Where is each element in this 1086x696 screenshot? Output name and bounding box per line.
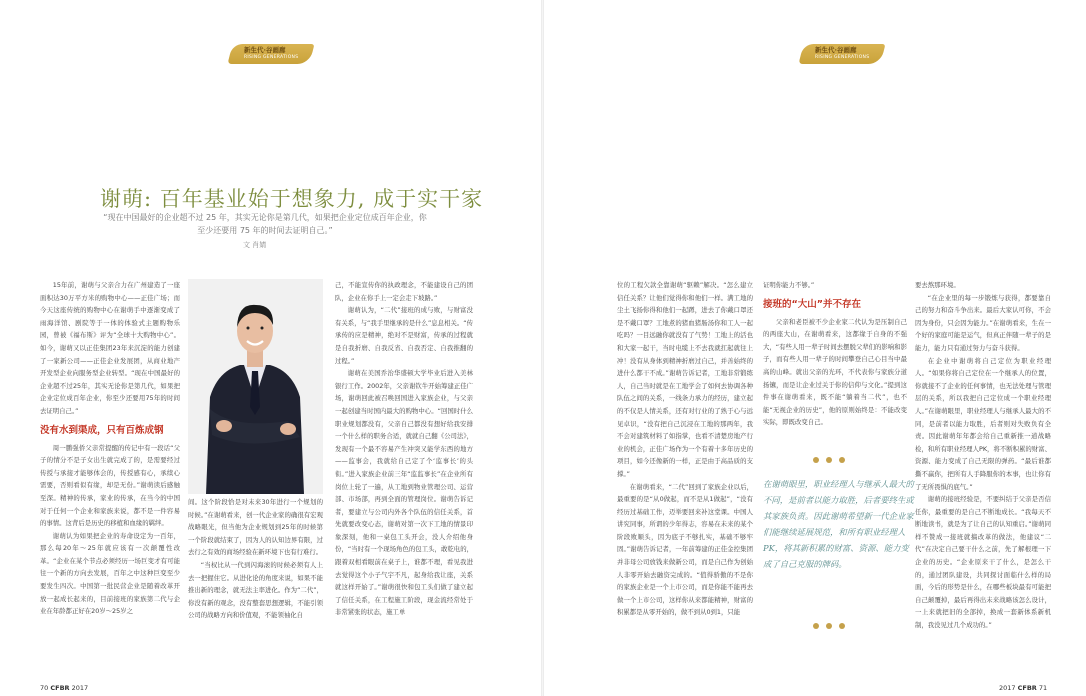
body-paragraph: 己，不能宣传你的执政理念，不能建设自己的团队，企业在你手上一定会走下坡路。”	[335, 281, 473, 302]
gold-dot	[839, 623, 845, 629]
badge-title: 新生代·谷画廊	[815, 46, 857, 54]
page-number: 71	[1038, 684, 1048, 692]
text-column-3	[335, 279, 473, 619]
body-paragraph: 在谢萌看来，“二代”回到了家族企业以后，最重要的是“从0做起，而不是从1做起”，“没有经历过基础工作，迈举要回来补这堂课。中国人讲究同事，所谓的少年得志，容易在未来的某个阶段败顺头，因为底子不够扎实，基础不够牢固。”谢萌告诉记者，一年前筹建的正佳金控集团并非母公司放钱来做新公司，而是自己作为创始人非零开始去融资完成的。“值得骄傲的不是你的家族企业是一个上市公司，而是你能不能再去做一个上市公司，这样你从来都能精神，财富的积累都是从零开始的，做不到从0到1，只能	[617, 482, 753, 617]
article-title: 谢萌: 百年基业始于想象力, 成于实干家	[100, 187, 484, 211]
subheading: 接班的“大山”并不存在	[763, 298, 861, 310]
portrait-photo	[188, 279, 323, 494]
body-paragraph: 周一鹏强侨父亲常提醒的传记中有一段话“父子的情分不是子女出生就完成了的，是需要经过传授与承接才能够体会的，传授感有心，承续心需要，否则看似有缘，却是无份。”谢萌读后感触至深。精神的传承，家业的传承，在当今的中国对于任何一个企业和家族来说，都不是一件容易的事情。这背后是历史的移植和血缘的羁绊。	[40, 443, 180, 528]
body-paragraph: 谢萌认为如果把企业的寿命设定为一百年，那么每20年～25年就应该有一次颠覆性改革。“企业在某个节点必须经历一场巨变才有可能往一个新的方向去发展，百年之中这种巨变至少要发生四次。中国第一批民营企业是随着改革开放一起成长起来的，目前接班的家族第二代与企业在年龄都正好在20岁～25岁之	[40, 531, 180, 616]
body-paragraph: 证明你能力不够。”	[763, 281, 815, 289]
body-paragraph: 谢萌在美国乔治华盛顿大学毕业后进入美林银行工作。2002年，父亲谢钦牛开始筹建正佳广场，谢萌回此被召唤回国进入家族企业，与父亲一起创建当时国内最大的购物中心。“回国时什么职业规划都没有，父亲自己都没有想好给我安排一个什么样的职务合适，就就自己翻《公司法》，发现有一个最不容易产生冲突又能学东西的地方——监事会，我就给自己定了个‘监事长’的头衔。”进入家族企业前三年“监监事长”在企业所有岗位上轮了一遍，从工地到物业管理公司、运营部、市场部，再到全面的管理岗位。谢萌告诉记者，要建立与公司内外各个队伍的信任关系，首先就要改变心态，谢萌对第一次下工地的情景印象深刻，他和一桌包工头开会，没人介绍他身份，“当时有一个现场角色的包工头，敢乾电的，跟着双相看眼前在桌子上，谁都不理，看见我进去觉得这个小子气宇不凡，起身给我让座，关系就这样开始了。”谢萌很快和包工头们做了建立起了信任关系，在工程施工阶段，现金流经常处于非常紧张的状态，施工单	[335, 369, 473, 617]
body-paragraph: “当权比从一代到闪海滚的时候必须有人上去一把握住它。从进化论的角度来说，如果不能推出新的理念，就无法主率进化。作为“二代”，你没有新的观念，没有整套思想逻辑，不能引领公司的战略方向和价值观，不能领袖化自	[188, 560, 323, 620]
portrait-illustration	[188, 279, 323, 494]
gold-dot	[826, 457, 832, 463]
page-number: 70	[40, 684, 49, 692]
issue-year: 2017	[999, 684, 1016, 692]
gold-dot	[826, 623, 832, 629]
article-dek: “现在中国最好的企业超不过 25 年，其实无论你是第几代，如果把企业定位成百年企业，你至少还要用 75 年的时间去证明自己。”	[103, 213, 427, 235]
subheading: 没有水到渠成，只有百炼成钢	[40, 424, 164, 436]
text-column-6	[915, 279, 1051, 632]
section-badge-right	[801, 42, 883, 66]
decorative-dots-top	[813, 457, 845, 463]
gold-dot	[813, 623, 819, 629]
pull-quote: 在谢萌眼里，职业经理人与继承人最大的不同，是前者以能力取胜，后者要终生或其家族负责。因此谢萌希望新一代企业家们能继续延展规范，和所有职业经理人PK，将其新积累的财富、资源、能力变成了自己克服的牌码。	[763, 479, 914, 569]
gold-dot	[813, 457, 819, 463]
body-paragraph: 位的工程欠款全靠谢萌“驱赖”解决。“怎么建立信任关系？让他们觉得你和他们一样。满工地的尘土飞扬你得和他们一起蹲，进去了你戴口罩还是不戴口罩？工地煮的猪血猪肠汤你和工人一起吃吗？一目远融你就没有了气势！工地上的活也和大家一起干，当时电缆上不去我就扛起就往上冲！没有从身体到精神折磨过自己，并善始终的进什么都干不成。”谢萌告诉记者，工地非常锻练人，自己当时就是在工地学会了如何去协调各种队伍之间的关系，一线条力承力的经历，建立起的不仅是人情关系，还有对行业的了熟于心与远见卓识，“没有把自己沉浸在工地的那两年，我不会对建筑材料了如指掌，也看不清楚房地产行业的机会，正佳广场作为一个有着十多年历史的项目，如今还像新的一样，正是由于高品质的支撑。”	[617, 281, 753, 478]
body-paragraph: 谢萌认为，“二代”接班的成与败，与财富没有关系，与“我手里继承的是什么”息息相关。“传承传的应是精神，绝对不是财富，传承的过程就是自我折磨、自我反省、自我否定、自我推翻的过程。”	[335, 306, 473, 365]
intro-paragraph: 15年前，谢萌与父亲合力在广州建造了一座面积达30万平方米的购物中心——正佳广场；而今天这座传统的购物中心在谢萌手中逐渐变成了雨海洋馆、剧院等于一体的体验式主题购物乐园，曾被《福布斯》评为“全球十大购物中心”。如今，谢萌又以正佳集团23年来沉淀的能力创建了一家新公司——正佳企业发展团，从商业地产开发型企业向服务型企业转型。“现在中国最好的企业超不过25年，其实无论你是第几代，如果把企业定位成百年企业，你至少还要用75年的时间去证明自己。”	[40, 281, 180, 415]
text-column-2	[188, 496, 323, 622]
brand-name: CFBR	[1017, 684, 1037, 692]
body-paragraph: 谢萌的接班经验是，不要纠结于父亲是否信任你，最重要的是自己不断地成长。“我每天不断地读书，就是为了让自己的认知重启。”谢萌同样不赞成一接班就搞改革的做法，他建议“二代”在决定自己要干什么之前，先了解根理一下企业的历史。“企业原来干了什么，是怎么干的，通过团队建设，共同探讨面临什么样的局面，今后的形势是什么，在哪些板块最有可能把自己颠覆掉，最后再得出未来战略该怎么设计，一上来就把旧的全部掉，换成一套新体系新机制，我没见过几个成功的。”	[915, 495, 1051, 630]
section-badge-left	[230, 42, 312, 66]
text-column-4	[617, 279, 753, 619]
text-column-5	[763, 279, 907, 429]
brand-name: CFBR	[50, 684, 70, 692]
decorative-dots-bottom	[813, 623, 845, 629]
badge-subtitle: RISING GENERATIONS	[815, 55, 870, 60]
body-paragraph: 父亲和老臣被不少企业家二代认为是压制自己的两座大山，在谢萌看来，这都缘于自身的不强大，“有些人用一辈子时间去摆脱父辈们的影响和影子，而有些人用一辈子的时间攀登自己心目当中最高的山峰。就出父亲的光环，不代表你与家族分道扬镳，而是让企业过关于你的信仰与文化。”提到这件事在谢萌看来，既不能“躺着当二代”，也不能“无视企业的历史”，他的原则始终是：不能改变实际，即既改变自己。	[763, 317, 907, 427]
right-page	[543, 0, 1086, 696]
issue-year: 2017	[71, 684, 89, 692]
gold-dot	[839, 457, 845, 463]
article-byline: 文 肖婧	[243, 241, 267, 249]
page-folio-right	[999, 684, 1047, 692]
body-paragraph: 要去熬那环境。	[915, 281, 960, 289]
badge-subtitle: RISING GENERATIONS	[244, 55, 299, 60]
body-paragraph: 在企业中谢萌将自己定位为职业经理人。“如果你将自己定位在一个继承人的位置，你就接不了企业的任何事情，也无法处理与管理层的关系，所以我把自己定位成一个职业经理人。”在谢萌眼里，职业经理人与继承人最大的不同，是前者以能力取胜，后者则对失败负有全责。因此谢萌年年都会给自己重新推一道战略检，和所有职业经理人PK，将不断积累的财富、资源、能力变成了自己无限的弹药。“最后谁都撕不赢你，把所有人手降服你的本事，也让你有了无所畏惧的底气。”	[915, 356, 1051, 491]
body-paragraph: “在企业里的每一步锻炼与获得，都要靠自己的努力和奋斗争出来。最后大家认可你，不会因为身份，只会因为能力。”在谢萌看来，生在一个好的家庭可能是运气，但真正伴随一辈子的是能力，能力只有通过努力与奋斗获得。	[915, 293, 1051, 352]
badge-title: 新生代·谷画廊	[244, 46, 286, 54]
body-paragraph: 间。这个阶段恰是对未来30年进行一个规划的时候。”在谢萌看来，创一代企业家的确很有宏观战略眼光，但当他为企业规划到25年的时候第一个阶段就结束了，因为人的认知边界有限，过去行之有效的商场经验在新环境下也有行难行。	[188, 498, 323, 557]
text-column-1	[40, 279, 180, 618]
page-folio-left	[40, 684, 88, 692]
